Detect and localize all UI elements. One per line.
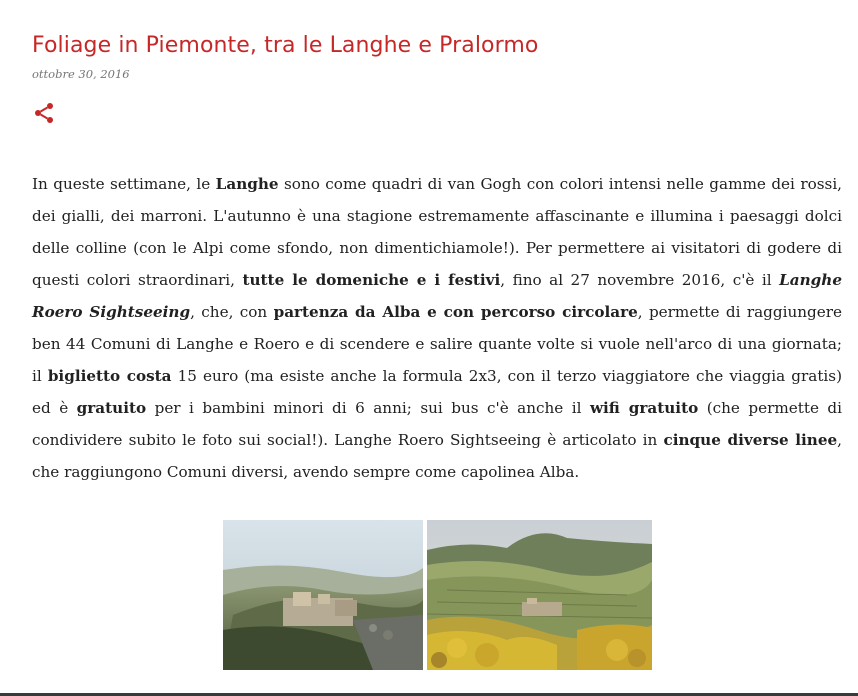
body-text: (che permette di condividere subito le foto sui social!). Langhe Roero Sightseeing è articolato in (32, 399, 842, 449)
body-bold-gratuito: gratuito (76, 399, 147, 417)
body-text: In queste settimane, le (32, 175, 216, 193)
aerial-village-photo[interactable] (223, 520, 423, 670)
body-text: per i bambini minori di 6 anni; sui bus c'è anche il (146, 399, 590, 417)
body-bold-langhe: Langhe (215, 175, 279, 193)
share-icon (32, 101, 56, 125)
post-title[interactable]: Foliage in Piemonte, tra le Langhe e Pralormo (32, 33, 539, 58)
body-text: , fino al 27 novembre 2016, c'è il (500, 271, 780, 289)
post-date[interactable]: ottobre 30, 2016 (32, 67, 130, 81)
body-bold-linee: cinque diverse linee (663, 431, 838, 449)
body-text: 15 euro (ma esiste anche la formula 2x3, con il terzo viaggiatore che viaggia gratis) ed è (32, 367, 842, 417)
body-text: , che raggiungono Comuni diversi, avendo sempre come capolinea Alba. (32, 431, 842, 481)
photo-gallery (223, 520, 652, 670)
vineyard-hills-photo[interactable] (427, 520, 652, 670)
body-text: , che, con (190, 303, 274, 321)
body-bold-wifi: wifi gratuito (589, 399, 699, 417)
share-button[interactable] (32, 101, 56, 125)
body-text: , permette di raggiungere ben 44 Comuni di Langhe e Roero e di scendere e salire quante volte si vuole nell'arco di una giornata; il (32, 303, 842, 385)
body-bold-domeniche: tutte le domeniche e i festivi (242, 271, 501, 289)
post-body (32, 168, 842, 488)
body-bold-biglietto: biglietto costa (47, 367, 172, 385)
body-bold-italic-sightseeing: Langhe Roero Sightseeing (32, 271, 842, 321)
body-bold-partenza: partenza da Alba e con percorso circolare (273, 303, 638, 321)
body-text: sono come quadri di van Gogh con colori intensi nelle gamme dei rossi, dei gialli, dei marroni. L'autunno è una stagione estremamente affascinante e illumina i paesaggi dolci delle colline (con le Alpi come sfondo, non dimentichiamole!). Per permettere ai visitatori di godere di questi colori straordinari, (32, 175, 842, 289)
